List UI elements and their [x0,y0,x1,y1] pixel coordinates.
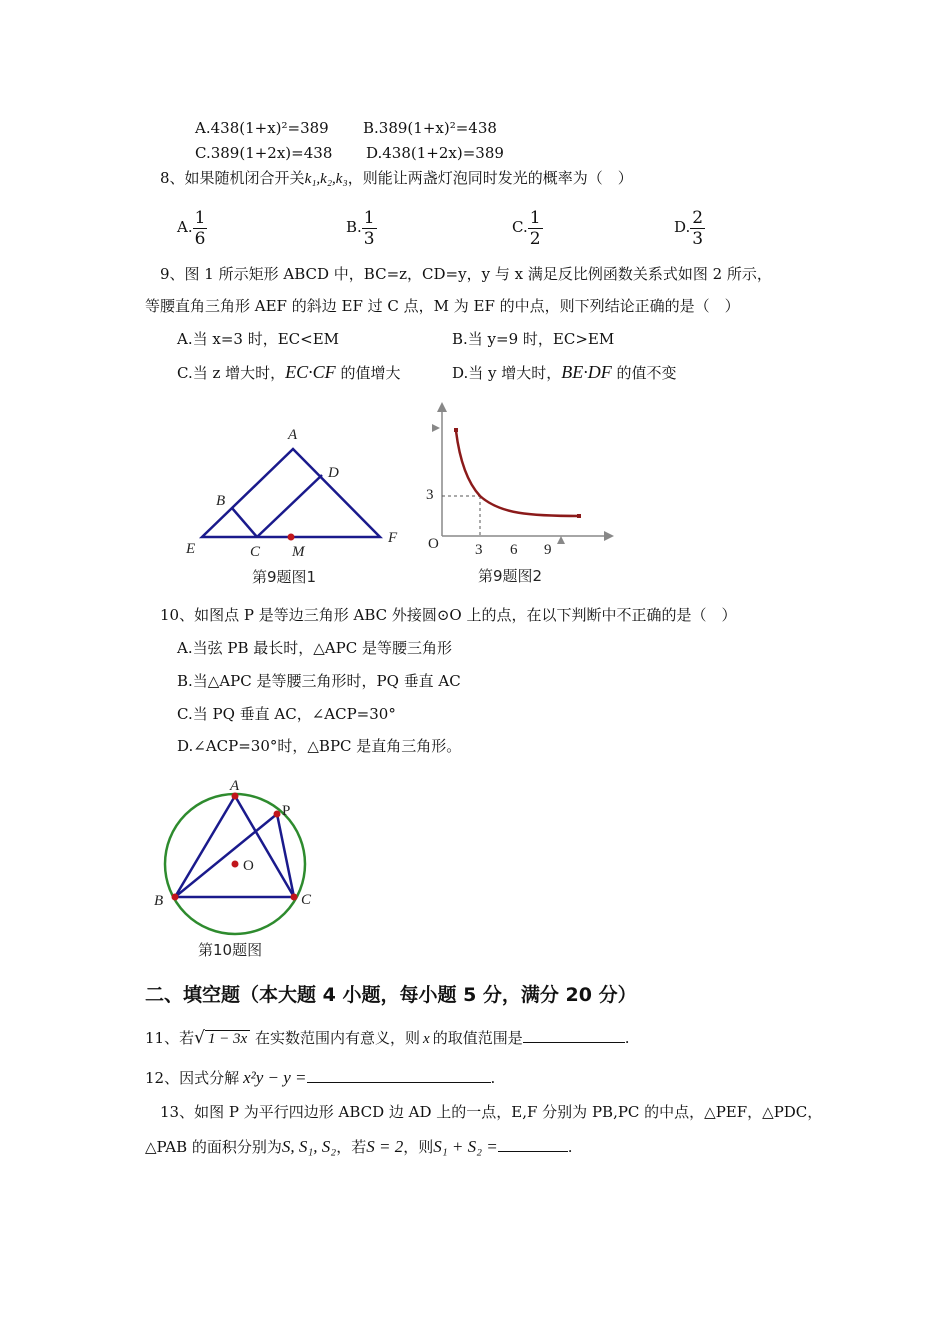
q9-option-d-expr: BE·DF [561,362,612,382]
q8-d-denominator: 3 [692,228,704,249]
q8-option-a-label: A. [177,218,193,236]
q8-option-b-fraction [362,208,377,249]
y-axis-arrow [437,402,447,412]
label-b: B [154,893,164,909]
q11-variable: x [423,1031,430,1047]
q8-option-c-fraction [528,208,543,249]
q9-option-d-tail: 的值不变 [611,364,677,382]
q13-question: S₁ + S₂ = [433,1137,498,1156]
q9-option-d-text: D.当 y 增大时， [452,364,562,382]
q8-stem [160,168,633,189]
x-tick-9: 9 [544,542,552,558]
q12-prefix: 12、因式分解 [145,1069,240,1087]
x-tick-3: 3 [475,542,483,558]
q11-period: . [624,1029,630,1047]
q8-switches: k₁,k₂,k₃ [304,171,348,187]
q9-option-a: A.当 x=3 时，EC<EM [177,330,340,348]
triangle-aef [202,449,380,537]
label-e: E [186,541,196,557]
label-a: A [288,427,298,443]
q7-option-c: C.389(1+2x)=438 [195,144,333,162]
q9-stem-line2: 等腰直角三角形 AEF 的斜边 EF 过 C 点，M 为 EF 的中点，则下列结论正确的是（ ） [145,297,740,315]
x-tick-6: 6 [510,542,518,558]
q9-option-b: B.当 y=9 时，EC>EM [452,330,615,348]
label-a: A [230,778,240,794]
q13-text-pre: △PAB 的面积分别为 [145,1138,282,1156]
q8-option-c-label: C. [512,218,528,236]
q11-suffix: 的取值范围是 [432,1029,523,1047]
q13-period: . [567,1138,573,1156]
label-d: D [328,465,339,481]
q7-option-a: A.438(1+x)²=389 [195,119,329,137]
curve-endpoint-end [577,514,581,518]
q9-option-c-expr: EC·CF [285,362,336,382]
q9-figure-1 [180,420,410,570]
q8-d-numerator: 2 [692,207,704,228]
q11-radicand: 1 − 3x [205,1030,250,1047]
q8-b-numerator: 1 [363,207,375,228]
q12-answer-blank[interactable] [307,1068,491,1083]
sqrt-sign: √ [194,1028,205,1048]
x-axis-marker [557,536,565,544]
q12-period: . [490,1069,496,1087]
q9-fig2-caption: 第9题图2 [478,567,543,585]
q13-areas: S, S₁, S₂ [281,1137,337,1156]
q9-fig1-caption: 第9题图1 [252,568,317,586]
q8-a-denominator: 6 [194,228,206,249]
q12-text [145,1068,495,1088]
label-p: P [282,803,291,819]
q8-stem-pre: 如果随机闭合开关 [184,169,305,187]
label-f: F [388,530,398,546]
q10-option-c: C.当 PQ 垂直 AC，∠ACP=30° [177,705,396,723]
point-c-dot [291,894,298,901]
q13-text-mid: ，若 [336,1138,367,1156]
q9-option-c-text: C.当 z 增大时， [177,364,286,382]
point-p-dot [274,811,281,818]
origin-label: O [428,536,439,552]
y-tick-3: 3 [426,487,434,503]
q7-option-d: D.438(1+2x)=389 [366,144,504,162]
q8-option-a [177,206,207,249]
q10-option-a: A.当弦 PB 最长时，△APC 是等腰三角形 [177,639,452,657]
q12-expression: x²y − y = [243,1068,307,1087]
q13-line2 [145,1137,573,1157]
q8-option-b-label: B. [346,218,362,236]
q9-figure-2 [420,398,620,563]
q9-option-c-tail: 的值增大 [335,364,401,382]
q13-text-mid2: ，则 [403,1138,434,1156]
point-b-dot [172,894,179,901]
x-axis-arrow [604,531,614,541]
center-o-dot [232,861,239,868]
q8-option-d-fraction [690,208,705,249]
q8-number: 8、 [160,169,185,187]
q10-stem: 10、如图点 P 是等边三角形 ABC 外接圆⊙O 上的点，在以下判断中不正确的是（ ） [160,606,737,624]
q10-figure [148,776,328,936]
q8-option-c [512,206,543,249]
q10-fig-caption: 第10题图 [198,941,263,959]
q11-middle: 在实数范围内有意义，则 [255,1029,421,1047]
q13-answer-blank[interactable] [498,1137,568,1152]
section-2-title: 二、填空题（本大题 4 小题，每小题 5 分，满分 20 分） [145,984,637,1006]
label-c: C [250,544,261,560]
segment-cd [257,475,322,537]
q8-stem-post: ，则能让两盏灯泡同时发光的概率为（ ） [347,169,633,187]
q11-prefix: 11、若 [145,1029,195,1047]
q11-answer-blank[interactable] [523,1028,625,1043]
q7-option-b: B.389(1+x)²=438 [363,119,497,137]
q9-stem-line1: 9、图 1 所示矩形 ABCD 中，BC=z，CD=y，y 与 x 满足反比例函数关系式如图 2 所示， [160,265,772,283]
label-c: C [301,892,312,908]
inverse-curve [456,431,580,516]
q13-line1: 13、如图 P 为平行四边形 ABCD 边 AD 上的一点，E,F 分别为 PB,PC 的中点，△PEF，△PDC， [160,1103,823,1121]
q10-option-d: D.∠ACP=30°时，△BPC 是直角三角形。 [177,737,462,755]
q13-condition: S = 2 [366,1137,404,1156]
label-b: B [216,493,226,509]
q8-option-b [346,206,377,249]
q9-option-c [177,362,400,383]
curve-endpoint-start [454,428,458,432]
q8-b-denominator: 3 [363,228,375,249]
q8-option-a-fraction [193,208,208,249]
point-m-dot [288,534,295,541]
label-m: M [292,544,305,560]
q8-c-denominator: 2 [529,228,541,249]
segment-bc [232,508,257,537]
q10-option-b: B.当△APC 是等腰三角形时，PQ 垂直 AC [177,672,461,690]
q9-fig1-lines [202,449,380,537]
label-o: O [243,858,254,874]
q8-option-d-label: D. [674,218,691,236]
q8-c-numerator: 1 [529,207,541,228]
y-axis-marker [432,424,440,432]
q8-a-numerator: 1 [194,207,206,228]
q9-option-d [452,362,677,383]
segment-bp [175,814,277,897]
q11-text [145,1028,629,1049]
q8-option-d [674,206,705,249]
